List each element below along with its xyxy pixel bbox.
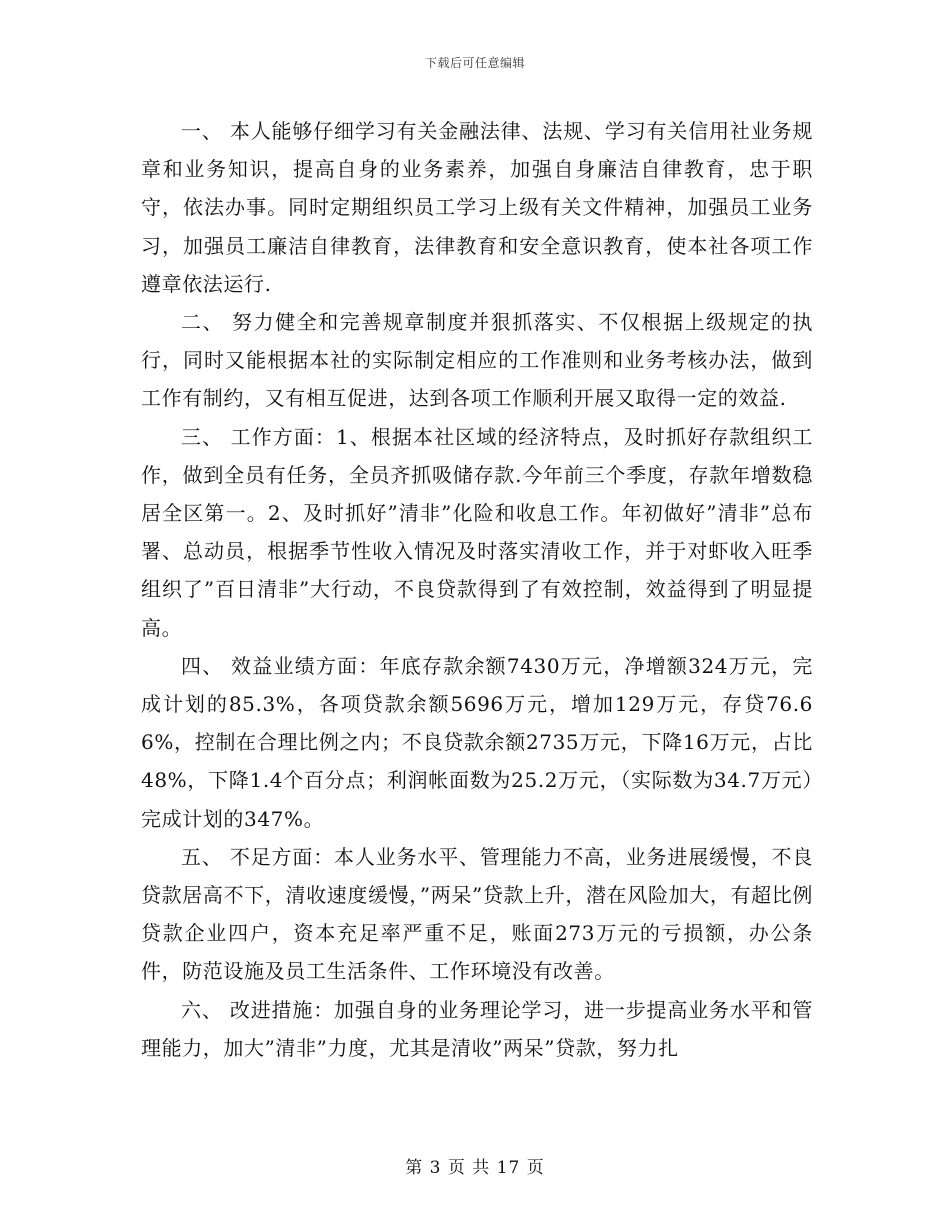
paragraph-5: 五、 不足方面：本人业务水平、管理能力不高，业务进展缓慢，不良贷款居高不下，清收速度缓慢，”两呆”贷款上升，潜在风险加大，有超比例贷款企业四户，资本充足率严重不足，账面273万元的亏损额，办公条件，防范设施及员工生活条件、工作环境没有改善。 — [141, 844, 813, 984]
paragraph-2: 二、 努力健全和完善规章制度并狠抓落实、不仅根据上级规定的执行，同时又能根据本社的实际制定相应的工作准则和业务考核办法，做到工作有制约，又有相互促进，达到各项工作顺利开展又取得一定的效益. — [141, 310, 813, 411]
document-body — [141, 112, 813, 1067]
paragraph-1: 一、 本人能够仔细学习有关金融法律、法规、学习有关信用社业务规章和业务知识，提高自身的业务素养，加强自身廉洁自律教育，忠于职守，依法办事。同时定期组织员工学习上级有关文件精神，加强员工业务习，加强员工廉洁自律教育，法律教育和安全意识教育，使本社各项工作遵章依法运行. — [141, 119, 813, 296]
paragraph-6: 六、 改进措施：加强自身的业务理论学习，进一步提高业务水平和管理能力，加大”清非”力度，尤其是清收”两呆”贷款，努力扎 — [141, 997, 813, 1060]
paragraph-3: 三、 工作方面：1、根据本社区域的经济特点，及时抓好存款组织工作，做到全员有任务，全员齐抓吸储存款.今年前三个季度，存款年增数稳居全区第一。2、及时抓好”清非”化险和收息工作。年初做好”清非”总布署、总动员，根据季节性收入情况及时落实清收工作，并于对虾收入旺季组织了”百日清非”大行动，不良贷款得到了有效控制，效益得到了明显提高。 — [141, 424, 813, 640]
page-number-footer: 第 3 页 共 17 页 — [405, 1158, 545, 1178]
paragraph-4: 四、 效益业绩方面：年底存款余额7430万元，净增额324万元，完成计划的85.3%，各项贷款余额5696万元，增加129万元，存贷76.66%，控制在合理比例之内；不良贷款余额2735万元，下降16万元，占比48%，下降1.4个百分点；利润帐面数为25.2万元，（实际数为34.7万元）完成计划的347%。 — [141, 653, 813, 831]
page-header: 下载后可任意编辑 — [424, 56, 525, 70]
